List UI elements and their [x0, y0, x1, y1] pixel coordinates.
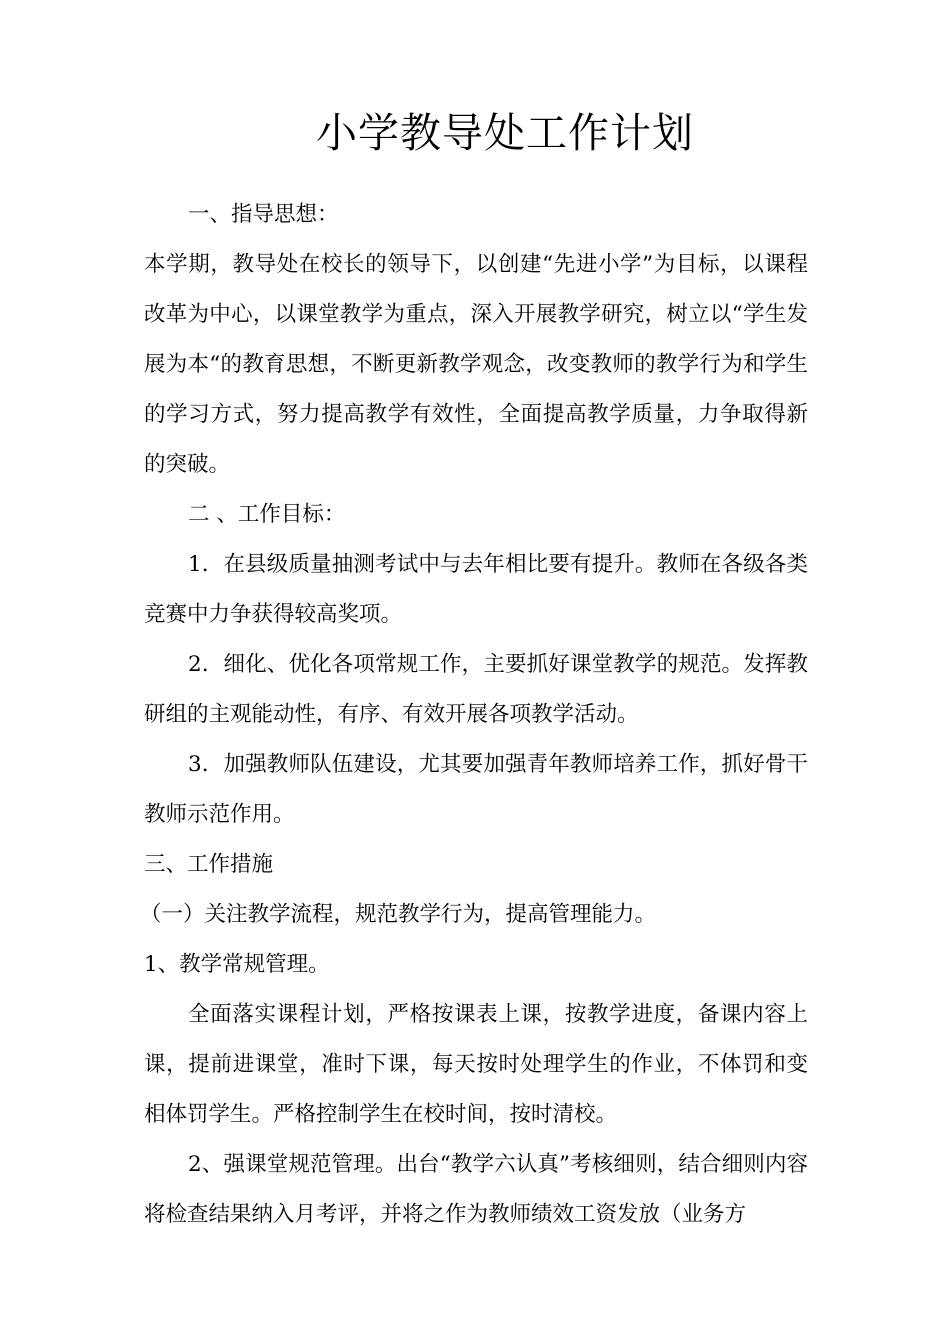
section-heading-guiding-ideology: 一、指导思想： [188, 202, 339, 227]
document-title: 小学教导处工作计划 [316, 109, 694, 157]
paragraph-guiding-ideology: 本学期，教导处在校长的领导下，以创建“先进小学”为目标，以课程改革为中心，以课堂教学为重点，深入开展教学研究，树立以“学生发展为本“的教育思想，不断更新教学观念，改变教师的教学行为和学生的学习方式，努力提高教学有效性，全面提高教学质量，力争取得新的突破。 [144, 252, 808, 477]
document-body [140, 190, 808, 1240]
paragraph-routine-management: 全面落实课程计划，严格按课表上课，按教学进度，备课内容上课，提前进课堂，准时下课，每天按时处理学生的作业，不体罚和变相体罚学生。严格控制学生在校时间，按时清校。 [144, 1002, 808, 1127]
section-heading-work-measures: 三、工作措施 [144, 852, 274, 877]
goal-item-1: 1．在县级质量抽测考试中与去年相比要有提升。教师在各级各类竞赛中力争获得较高奖项。 [144, 552, 808, 627]
paragraph-classroom-management: 2、强课堂规范管理。出台“教学六认真”考核细则，结合细则内容将检查结果纳入月考评，并将之作为教师绩效工资发放（业务方 [144, 1152, 808, 1227]
goal-item-2: 2．细化、优化各项常规工作，主要抓好课堂教学的规范。发挥教研组的主观能动性，有序、有效开展各项教学活动。 [144, 652, 808, 727]
section-heading-work-goals: 二 、工作目标： [188, 502, 346, 527]
subsection-heading-1: （一）关注教学流程，规范教学行为，提高管理能力。 [140, 902, 657, 927]
goal-item-3: 3．加强教师队伍建设，尤其要加强青年教师培养工作，抓好骨干教师示范作用。 [144, 752, 808, 827]
measure-heading-1: 1、教学常规管理。 [144, 952, 330, 977]
